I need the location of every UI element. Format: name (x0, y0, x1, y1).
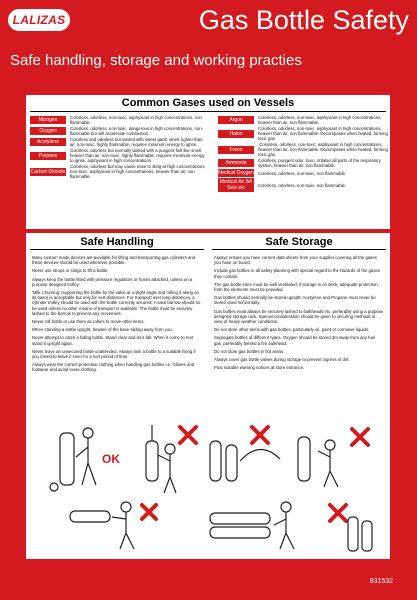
prohibited-cross-icon (330, 505, 346, 521)
handling-storage-panel (26, 233, 390, 559)
rolling-bottle-illustration (210, 441, 280, 481)
gas-description: Colorless, odorless, non-toxic, asphyxiant in high concentrations, heavier than air, non flammable. Decomposes when heated, forming toxic gas (258, 126, 388, 141)
handling-paragraph: Never use strops or slings to lift a bottle. (32, 268, 109, 274)
handling-illustrations (30, 421, 386, 555)
handling-paragraph: Never attempt to catch a falling bottle. Stand clear and let it fall. When it come to rest stand it upright again. (32, 335, 193, 346)
prohibited-cross-icon (142, 505, 156, 519)
storage-paragraph: Gas bottles must always be securely lashed to bulkheads etc. preferably using a purpose designed storage rack. Special consideration should be given to securing methods in view of heavy weather conditions. (214, 308, 384, 325)
gas-name: Ammonia (218, 159, 254, 167)
handling-paragraph: Never roll bottle or use them as rollers to move other items. (32, 319, 145, 325)
storage-paragraph: Include gas bottles in all safety planning with special regard to the hazards of the gases they contain. (214, 268, 381, 279)
handling-paragraph: Never leave an unsecured bottle unattended. Always lash a bottle to a suitable fixing if you intend to leave it even for a sort period of time. (32, 348, 196, 360)
stored-bottles-illustration (348, 517, 372, 551)
bottle-rack-illustration (210, 502, 294, 549)
handling-paragraph: 'Milk Churning' (supporting the bottle by the valve at a slight angle and rolling it along on its base) is acceptable but only for sort distances. For transport over long distances, a cylinder trolley should be used with the bottle correctly secured; A sack barrow should no be used unless no other means of transport is available. The bottle must be securely lashed to the barrow to prevent any movement. (32, 290, 201, 316)
storage-paragraph: Post suitable warning notices at store entrance. (214, 365, 305, 371)
gas-description: Colorless, odorless, non-toxic, asphyxiant in high concentrations, non flammable. (70, 115, 202, 125)
gas-row (218, 126, 390, 141)
sling-lift-illustration (146, 425, 176, 493)
handling-paragraph: When standing a bottle upright, beware of the base sliding away from you. (32, 327, 173, 333)
safe-storage-title: Safe Storage (212, 235, 386, 250)
gas-description: .Colorless, odorless, non-toxic, asphyxiant in high concentrations, heavier than air, non flammable. Decomposes when heated, forming toxic gas. (258, 142, 388, 157)
gas-name: Acetylene (30, 138, 66, 146)
gas-row (218, 115, 390, 125)
gas-description: Colorless, odorless but may cause nose to sting at high concentrations, non-toxic, asphyxiant in high concentrations, heavier than air, non flammable. (70, 164, 206, 179)
safe-handling-title: Safe Handling (30, 235, 204, 250)
gas-name: Freon (218, 146, 254, 154)
common-gases-title: Common Gases used on Vessels (30, 95, 386, 112)
prohibited-cross-icon (352, 429, 368, 445)
gas-row (218, 178, 390, 192)
storage-paragraph: Always cover gas bottle valves during storage to prevent ingress of dirt. (214, 357, 350, 363)
storage-paragraph: Gas bottles should normally be stored upright; Acetylene and Propane must never be stored used horizontally. (214, 295, 376, 306)
gas-name: Medical Oxygen (218, 170, 254, 176)
gases-left-column (30, 115, 208, 180)
gas-row (30, 164, 208, 179)
prohibited-cross-icon (180, 427, 196, 443)
falling-bottle-illustration (298, 437, 338, 487)
logo-text: LALIZAS (12, 13, 66, 27)
gases-table (30, 115, 386, 227)
prohibited-cross-icon (252, 427, 268, 443)
gas-name: Oxygen (30, 127, 66, 135)
brand-logo (8, 9, 70, 31)
poster-subtitle: Safe handling, storage and working practies (10, 52, 302, 69)
gas-name: Halon (218, 130, 254, 138)
gas-name: Carbon Dioxide (30, 168, 66, 175)
safe-handling-text (32, 255, 202, 376)
gas-row (30, 126, 208, 136)
gas-description: Colorless, odorless but normally tainted with a pungent fish like smell, heavier than air, non-toxic, highly flammable, requires minimum energy to ignite, asphyxiant in high concentrations. (70, 148, 205, 163)
storage-paragraph: Do not store other items with gas bottles, particularly oil, paint or corrosive liquids. (214, 327, 370, 333)
gas-description: Colorless and odorless but tainted with sweet garlic smell, lighter than air, non-toxic, highly flammable, requires minimum energy to ignite. (70, 137, 203, 147)
common-gases-panel (26, 95, 390, 229)
storage-paragraph: Always ensure you have current data sheets from your supplier covering all the gases you have on board. (214, 255, 377, 266)
gas-name: Propane (30, 152, 66, 160)
gas-description: Colorless, odorless, non-toxic, non flammable. (258, 182, 347, 188)
gas-row (218, 158, 390, 168)
gas-row (30, 148, 208, 163)
ok-label: OK (102, 452, 120, 466)
storage-paragraph: The gas bottle store must be well ventilated; if storage is on deck, adequate protection form the elements must be provided. (214, 281, 378, 293)
gases-right-column (218, 115, 390, 193)
gas-row (30, 137, 208, 147)
gas-row (30, 115, 208, 125)
handling-paragraph: Always keep the bottle fitted with pressure regulators or hoses attached, unless on a purpose designed trolley; (32, 276, 193, 287)
poster-title: Gas Bottle Safety (198, 5, 409, 35)
gas-description: Colorless, pungent odor, toxic, irritates all parts of the respiratory system, heavier than air, non flammable. (258, 158, 381, 168)
safe-storage-text (214, 255, 384, 373)
gas-description: Colorless, odorless, non-toxic, asphyxiant in high concentrations, heavier than air, non flammable. (258, 115, 382, 125)
gas-row (218, 169, 390, 177)
gas-name: Nitrogen (30, 116, 66, 124)
gas-name: Argon (218, 116, 254, 124)
handling-paragraph: Many custom made devices are available for lifting and transporting gas cylinders and these devices should be used wherever possible. (32, 255, 196, 266)
gas-description: Colorless, odorless, non-toxic, non flammable. (258, 170, 347, 176)
storage-paragraph: Do not store gas bottles in hot areas. (214, 348, 285, 354)
carrying-bottle-illustration (70, 502, 134, 549)
storage-paragraph: Segregate bottles of different types. Oxygen should be stored 3m away from any fuel gas, preferably behind a fire bulkhead. (214, 335, 376, 346)
gas-description: Colorless, odorless, non-toxic, dangerous in high concentrations, non-flammable but will accelerate combustion. (70, 126, 204, 136)
trolley-illustration (50, 428, 96, 491)
handling-paragraph: Always wear the correct protective clothing when handling gas bottles i.e. Gloves and footwear and avoid loose clothing. (32, 362, 195, 373)
product-code: 831532 (369, 578, 393, 585)
gas-row (218, 142, 390, 157)
gas-name: Medical Air BA Sets etc (219, 179, 253, 191)
